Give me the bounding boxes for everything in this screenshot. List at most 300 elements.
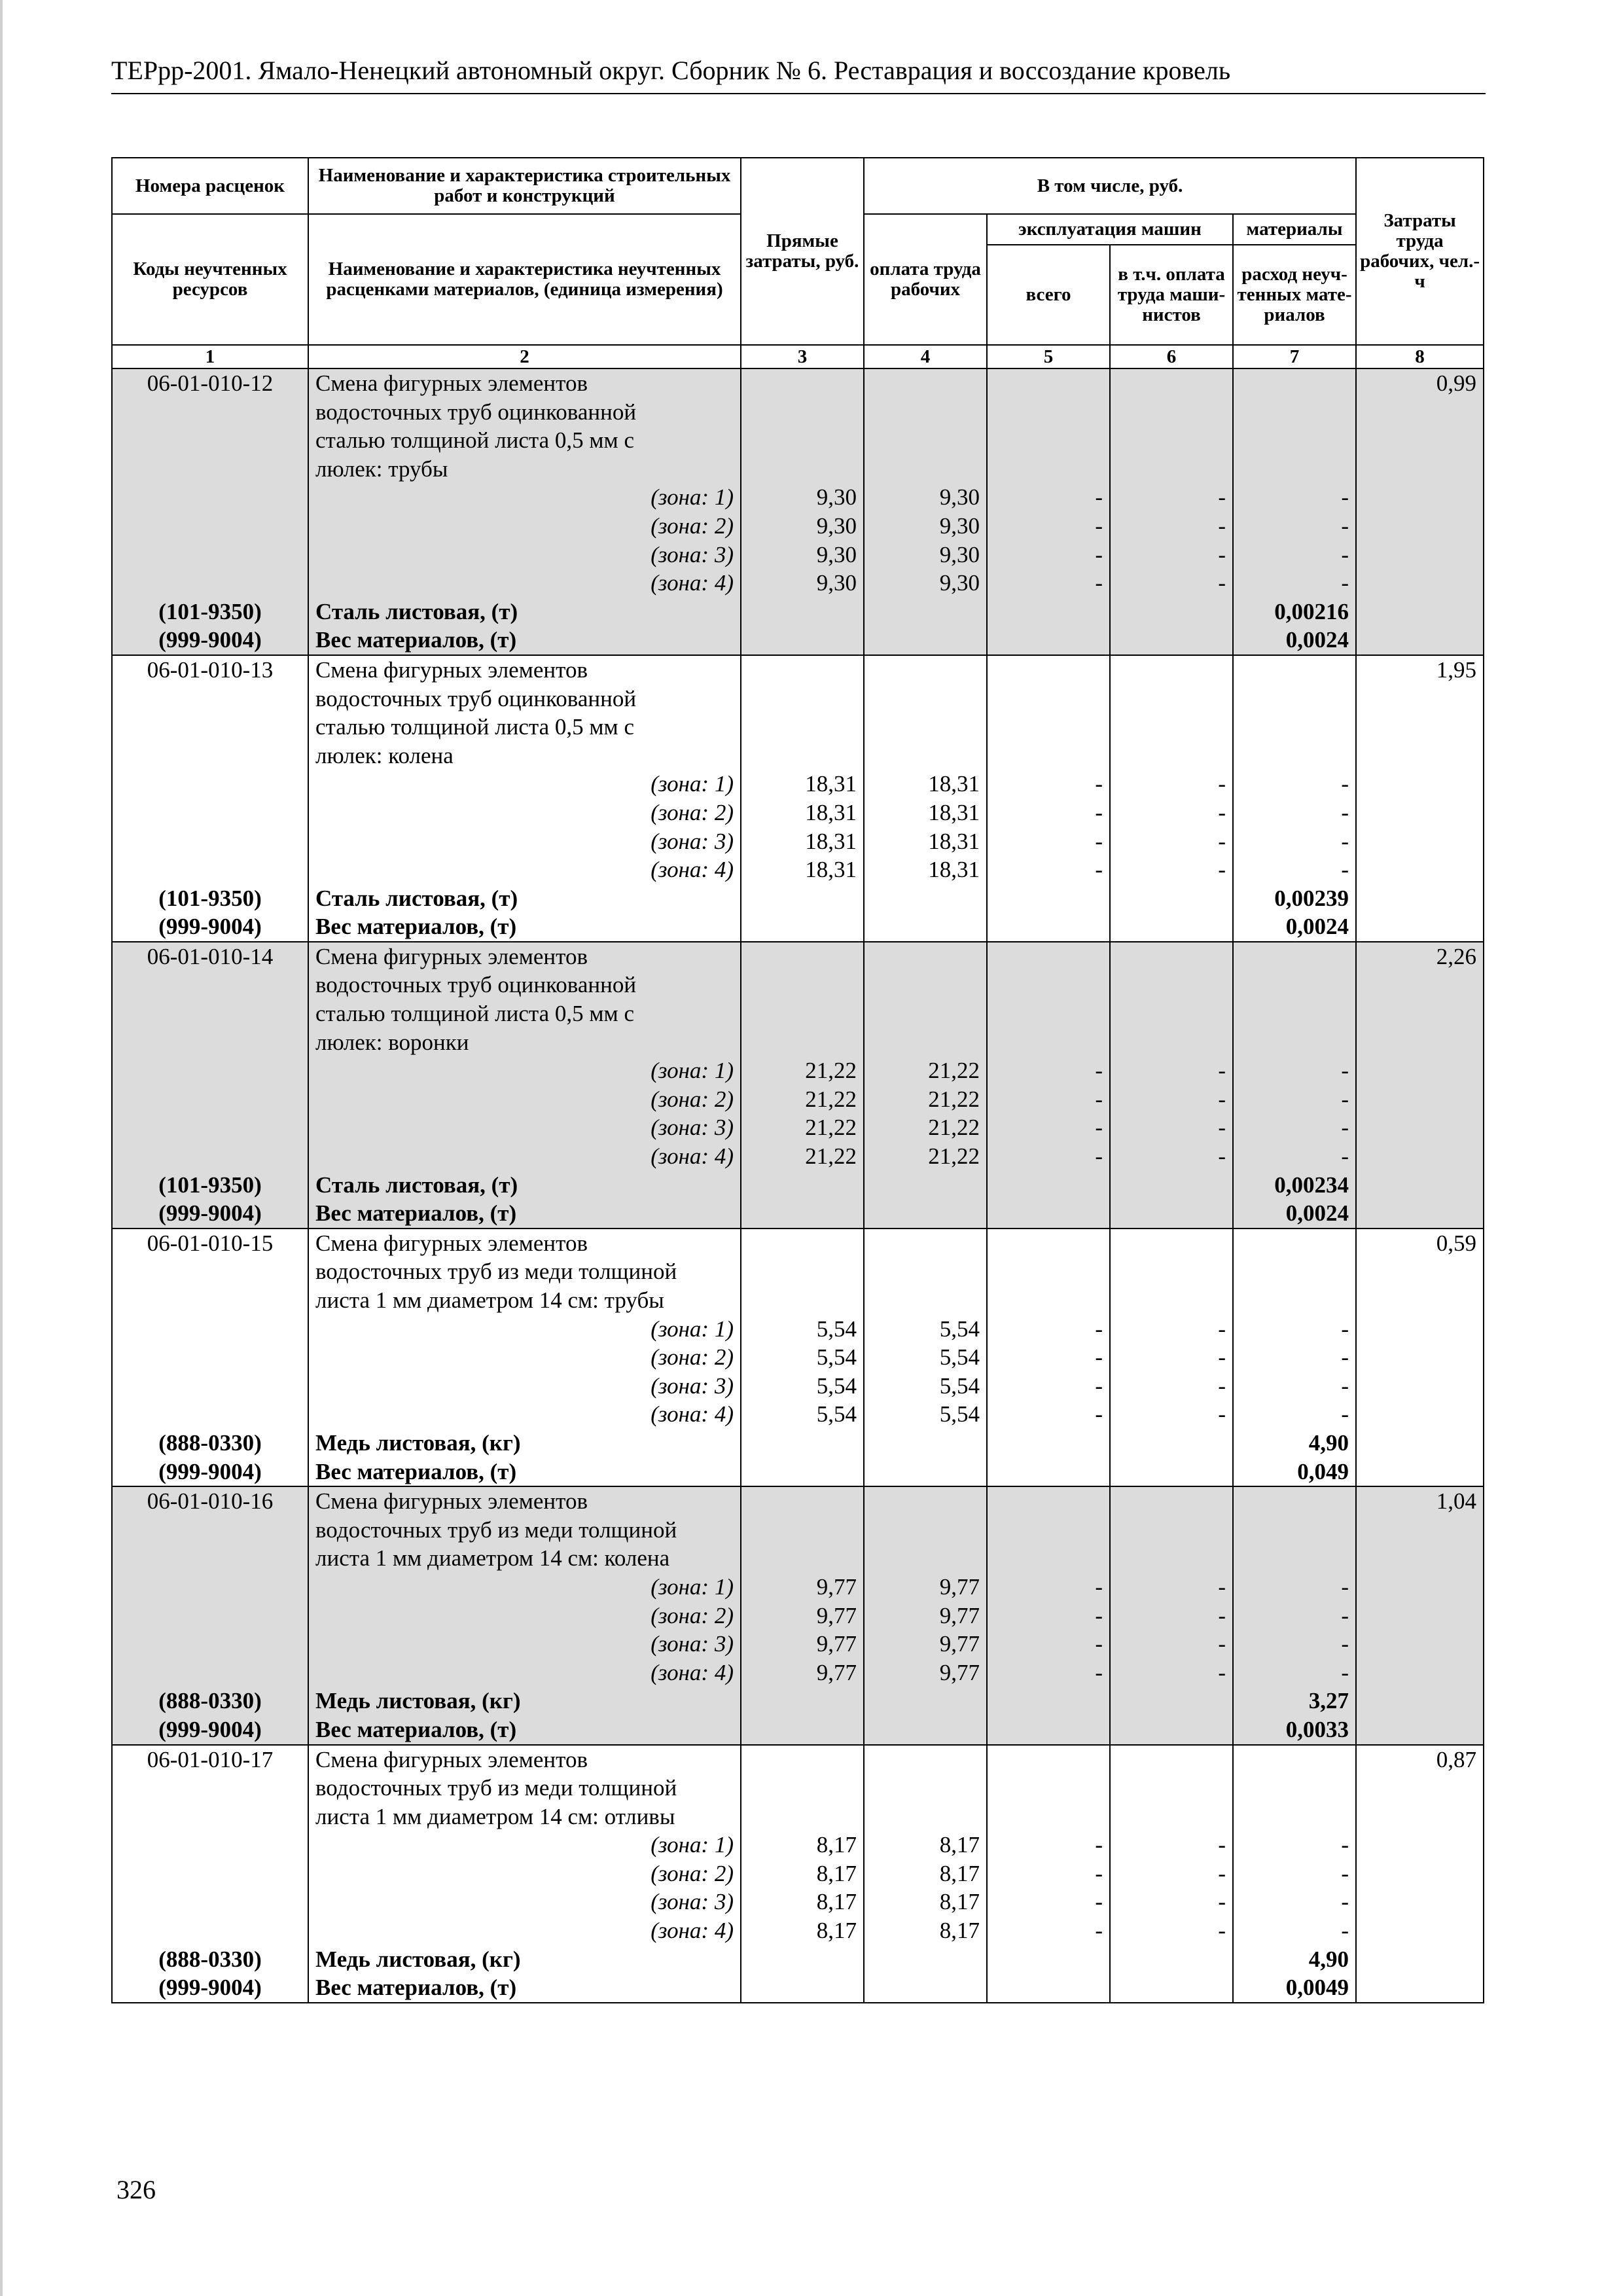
resource-code: (888-0330) bbox=[158, 1946, 262, 1972]
spacer bbox=[119, 1602, 301, 1630]
spacer bbox=[1240, 656, 1349, 685]
column-number: 3 bbox=[741, 345, 864, 368]
spacer bbox=[871, 1458, 980, 1486]
worker-wage-value: 21,22 bbox=[928, 1086, 980, 1112]
worker-wage-cell bbox=[864, 655, 987, 942]
spacer bbox=[994, 1229, 1103, 1258]
spacer bbox=[871, 942, 980, 971]
material-cost-cell bbox=[1233, 655, 1356, 942]
spacer bbox=[994, 884, 1103, 913]
rate-code: 06-01-010-17 bbox=[147, 1746, 274, 1772]
spacer bbox=[994, 656, 1103, 685]
spacer bbox=[748, 971, 857, 999]
spacer bbox=[1117, 1803, 1226, 1831]
spacer bbox=[1240, 369, 1349, 398]
material-cost-cell bbox=[1233, 1486, 1356, 1744]
material-cost-value: - bbox=[1341, 799, 1349, 825]
machinist-wage-cell bbox=[1110, 1745, 1233, 2003]
resource-code: (999-9004) bbox=[158, 1716, 262, 1742]
spacer bbox=[1117, 598, 1226, 626]
machine-cost-value: - bbox=[1095, 1143, 1103, 1170]
worker-wage-value: 9,77 bbox=[939, 1602, 980, 1628]
zone-label: (зона: 4) bbox=[651, 1401, 734, 1427]
material-cost-value: - bbox=[1341, 1401, 1349, 1427]
column-number: 8 bbox=[1356, 345, 1484, 368]
machine-cost-cell bbox=[987, 1745, 1110, 2003]
worker-wage-value: 5,54 bbox=[939, 1316, 980, 1342]
worker-wage-value: 8,17 bbox=[939, 1860, 980, 1886]
spacer bbox=[994, 1945, 1103, 1974]
description-line: сталью толщиной листа 0,5 мм с bbox=[315, 714, 634, 740]
spacer bbox=[1117, 1028, 1226, 1057]
spacer bbox=[871, 1746, 980, 1774]
spacer bbox=[1117, 1199, 1226, 1228]
machinist-wage-value: - bbox=[1218, 1401, 1226, 1427]
zone-label: (зона: 3) bbox=[651, 1631, 734, 1657]
spacer bbox=[119, 1343, 301, 1372]
machinist-wage-value: - bbox=[1218, 857, 1226, 883]
spacer bbox=[119, 1544, 301, 1573]
spacer bbox=[994, 742, 1103, 770]
spacer bbox=[119, 1859, 301, 1888]
spacer bbox=[994, 1286, 1103, 1315]
zone-label: (зона: 1) bbox=[651, 1058, 734, 1084]
spacer bbox=[119, 1113, 301, 1142]
description-line: сталью толщиной листа 0,5 мм с bbox=[315, 427, 634, 454]
spacer bbox=[871, 1774, 980, 1803]
spacer bbox=[871, 455, 980, 484]
machinist-wage-value: - bbox=[1218, 1573, 1226, 1600]
material-cost-value: - bbox=[1341, 1372, 1349, 1399]
spacer bbox=[871, 1973, 980, 2002]
column-numbers-row bbox=[112, 345, 1484, 368]
spacer bbox=[871, 1945, 980, 1974]
spacer bbox=[748, 1429, 857, 1458]
resource-code: (999-9004) bbox=[158, 1975, 262, 2001]
machinist-wage-value: - bbox=[1218, 1344, 1226, 1371]
machine-cost-value: - bbox=[1095, 1631, 1103, 1657]
direct-cost-value: 9,77 bbox=[816, 1631, 857, 1657]
zone-label: (зона: 1) bbox=[651, 484, 734, 511]
col2-header-bottom: Наименование и характеристика неучтенных расценками материалов, (единица измерения) bbox=[308, 214, 741, 345]
spacer bbox=[871, 1687, 980, 1715]
spacer bbox=[994, 1199, 1103, 1228]
spacer bbox=[1240, 685, 1349, 713]
spacer bbox=[1240, 1803, 1349, 1831]
zone-label: (зона: 2) bbox=[651, 512, 734, 539]
spacer bbox=[994, 1774, 1103, 1803]
spacer bbox=[994, 626, 1103, 655]
material-consumption: 0,0024 bbox=[1285, 914, 1349, 940]
worker-wage-value: 8,17 bbox=[939, 1918, 980, 1944]
resource-code: (101-9350) bbox=[158, 598, 262, 624]
machine-cost-value: - bbox=[1095, 1602, 1103, 1628]
material-cost-value: - bbox=[1341, 857, 1349, 883]
spacer bbox=[1240, 1516, 1349, 1545]
description-line: водосточных труб оцинкованной bbox=[315, 972, 637, 998]
worker-wage-value: 9,30 bbox=[939, 512, 980, 539]
machinist-wage-cell bbox=[1110, 655, 1233, 942]
machine-cost-value: - bbox=[1095, 541, 1103, 567]
material-cost-value: - bbox=[1341, 1832, 1349, 1858]
spacer bbox=[119, 1630, 301, 1659]
spacer bbox=[871, 598, 980, 626]
material-name: Вес материалов, (т) bbox=[315, 1458, 517, 1484]
machine-cost-value: - bbox=[1095, 1115, 1103, 1141]
description-line: Смена фигурных элементов bbox=[315, 1746, 588, 1772]
material-name: Медь листовая, (кг) bbox=[315, 1688, 521, 1714]
spacer bbox=[748, 598, 857, 626]
zone-label: (зона: 3) bbox=[651, 828, 734, 854]
zone-label: (зона: 3) bbox=[651, 541, 734, 567]
rate-description-cell bbox=[308, 1229, 741, 1486]
zone-label: (зона: 2) bbox=[651, 1602, 734, 1628]
rate-row bbox=[112, 1229, 1484, 1486]
material-cost-value: - bbox=[1341, 1058, 1349, 1084]
description-line: Смена фигурных элементов bbox=[315, 656, 588, 683]
material-cost-value: - bbox=[1341, 484, 1349, 511]
worker-wage-value: 8,17 bbox=[939, 1832, 980, 1858]
column-number: 4 bbox=[864, 345, 987, 368]
machinist-wage-value: - bbox=[1218, 570, 1226, 596]
spacer bbox=[748, 742, 857, 770]
spacer bbox=[119, 1803, 301, 1831]
spacer bbox=[1240, 1774, 1349, 1803]
column-number: 2 bbox=[308, 345, 741, 368]
spacer bbox=[994, 1746, 1103, 1774]
rate-code: 06-01-010-15 bbox=[147, 1230, 274, 1256]
worker-wage-value: 18,31 bbox=[928, 771, 980, 797]
spacer bbox=[1117, 942, 1226, 971]
direct-cost-value: 5,54 bbox=[816, 1316, 857, 1342]
direct-cost-value: 9,77 bbox=[816, 1659, 857, 1685]
group-including-header: В том числе, руб. bbox=[864, 158, 1356, 214]
rate-code-cell bbox=[112, 1486, 308, 1744]
spacer bbox=[119, 1286, 301, 1315]
description-line: Смена фигурных элементов bbox=[315, 1230, 588, 1256]
labor-cell bbox=[1356, 942, 1484, 1229]
spacer bbox=[119, 1372, 301, 1401]
machine-cost-value: - bbox=[1095, 1344, 1103, 1371]
zone-label: (зона: 1) bbox=[651, 1573, 734, 1600]
direct-cost-cell bbox=[741, 368, 864, 655]
machine-cost-value: - bbox=[1095, 570, 1103, 596]
labor-cell bbox=[1356, 1486, 1484, 1744]
worker-wage-value: 9,77 bbox=[939, 1631, 980, 1657]
spacer bbox=[119, 1916, 301, 1945]
worker-wage-value: 18,31 bbox=[928, 799, 980, 825]
spacer bbox=[119, 1257, 301, 1286]
spacer bbox=[119, 1831, 301, 1859]
spacer bbox=[1117, 912, 1226, 941]
spacer bbox=[871, 1199, 980, 1228]
material-cost-value: - bbox=[1341, 570, 1349, 596]
machine-cost-value: - bbox=[1095, 1058, 1103, 1084]
spacer bbox=[119, 1888, 301, 1916]
spacer bbox=[119, 541, 301, 569]
spacer bbox=[119, 1056, 301, 1085]
zone-label: (зона: 1) bbox=[651, 1316, 734, 1342]
spacer bbox=[871, 656, 980, 685]
spacer bbox=[119, 971, 301, 999]
worker-wage-value: 8,17 bbox=[939, 1889, 980, 1915]
spacer bbox=[1240, 1257, 1349, 1286]
material-cost-value: - bbox=[1341, 1115, 1349, 1141]
spacer bbox=[119, 999, 301, 1028]
spacer bbox=[748, 1803, 857, 1831]
direct-cost-value: 5,54 bbox=[816, 1344, 857, 1371]
spacer bbox=[994, 1803, 1103, 1831]
labor-cell bbox=[1356, 1229, 1484, 1486]
material-cost-value: - bbox=[1341, 1602, 1349, 1628]
machine-cost-cell bbox=[987, 655, 1110, 942]
worker-wage-cell bbox=[864, 1486, 987, 1744]
machinist-wage-value: - bbox=[1218, 771, 1226, 797]
machine-cost-value: - bbox=[1095, 1086, 1103, 1112]
zone-label: (зона: 2) bbox=[651, 1344, 734, 1371]
material-name: Вес материалов, (т) bbox=[315, 1975, 517, 2001]
description-line: водосточных труб из меди толщиной bbox=[315, 1516, 677, 1543]
worker-wage-value: 21,22 bbox=[928, 1058, 980, 1084]
spacer bbox=[119, 827, 301, 856]
machine-cost-cell bbox=[987, 1229, 1110, 1486]
material-consumption: 4,90 bbox=[1308, 1429, 1349, 1456]
spacer bbox=[1117, 999, 1226, 1028]
machine-cost-value: - bbox=[1095, 857, 1103, 883]
zone-label: (зона: 4) bbox=[651, 857, 734, 883]
spacer bbox=[871, 1516, 980, 1545]
direct-cost-value: 9,30 bbox=[816, 541, 857, 567]
rate-code-cell bbox=[112, 655, 308, 942]
machinist-wage-value: - bbox=[1218, 1143, 1226, 1170]
spacer bbox=[748, 398, 857, 427]
machinist-wage-value: - bbox=[1218, 1316, 1226, 1342]
labor-value: 1,95 bbox=[1436, 656, 1477, 683]
spacer bbox=[871, 685, 980, 713]
spacer bbox=[1240, 1028, 1349, 1057]
direct-cost-value: 5,54 bbox=[816, 1401, 857, 1427]
spacer bbox=[871, 1257, 980, 1286]
spacer bbox=[1117, 884, 1226, 913]
column-number: 6 bbox=[1110, 345, 1233, 368]
rate-code-cell bbox=[112, 942, 308, 1229]
machinist-wage-value: - bbox=[1218, 484, 1226, 511]
spacer bbox=[748, 1945, 857, 1974]
spacer bbox=[871, 626, 980, 655]
machine-cost-value: - bbox=[1095, 1832, 1103, 1858]
zone-label: (зона: 1) bbox=[651, 771, 734, 797]
spacer bbox=[871, 884, 980, 913]
spacer bbox=[748, 656, 857, 685]
spacer bbox=[1240, 1544, 1349, 1573]
labor-value: 0,87 bbox=[1436, 1746, 1477, 1772]
direct-cost-value: 8,17 bbox=[816, 1832, 857, 1858]
col1-header-top: Номера расценок bbox=[112, 158, 308, 214]
rate-row bbox=[112, 1745, 1484, 2003]
spacer bbox=[119, 742, 301, 770]
labor-value: 0,59 bbox=[1436, 1230, 1477, 1256]
description-line: листа 1 мм диаметром 14 см: трубы bbox=[315, 1287, 664, 1313]
page-number: 326 bbox=[116, 2175, 156, 2204]
spacer bbox=[1117, 1171, 1226, 1200]
spacer bbox=[871, 369, 980, 398]
machinist-wage-value: - bbox=[1218, 1918, 1226, 1944]
spacer bbox=[1117, 1715, 1226, 1744]
worker-wage-cell bbox=[864, 1229, 987, 1486]
machine-cost-value: - bbox=[1095, 1889, 1103, 1915]
spacer bbox=[119, 1516, 301, 1545]
spacer bbox=[748, 884, 857, 913]
material-consumption: 0,0024 bbox=[1285, 627, 1349, 653]
spacer bbox=[1117, 1945, 1226, 1974]
zone-label: (зона: 4) bbox=[651, 1143, 734, 1170]
spacer bbox=[871, 971, 980, 999]
machine-cost-value: - bbox=[1095, 1918, 1103, 1944]
spacer bbox=[1240, 713, 1349, 742]
spacer bbox=[1117, 1286, 1226, 1315]
spacer bbox=[994, 971, 1103, 999]
material-consumption: 0,0049 bbox=[1285, 1975, 1349, 2001]
direct-cost-value: 18,31 bbox=[805, 799, 857, 825]
rate-row bbox=[112, 942, 1484, 1229]
spacer bbox=[1240, 1487, 1349, 1516]
material-name: Вес материалов, (т) bbox=[315, 914, 517, 940]
resource-code: (101-9350) bbox=[158, 885, 262, 911]
spacer bbox=[1117, 713, 1226, 742]
spacer bbox=[119, 798, 301, 827]
resource-code: (888-0330) bbox=[158, 1429, 262, 1456]
col8-header: Затраты труда рабочих, чел.-ч bbox=[1356, 158, 1484, 345]
zone-label: (зона: 3) bbox=[651, 1889, 734, 1915]
spacer bbox=[748, 912, 857, 941]
rate-row bbox=[112, 655, 1484, 942]
machinist-wage-value: - bbox=[1218, 1889, 1226, 1915]
direct-cost-value: 21,22 bbox=[805, 1115, 857, 1141]
spacer bbox=[994, 1458, 1103, 1486]
spacer bbox=[1117, 1516, 1226, 1545]
machinist-wage-value: - bbox=[1218, 1602, 1226, 1628]
spacer bbox=[119, 512, 301, 541]
spacer bbox=[994, 598, 1103, 626]
col2-header-top: Наименование и характеристика строительных работ и конструкций bbox=[308, 158, 741, 214]
spacer bbox=[119, 855, 301, 884]
machine-cost-value: - bbox=[1095, 799, 1103, 825]
worker-wage-value: 5,54 bbox=[939, 1401, 980, 1427]
labor-cell bbox=[1356, 655, 1484, 942]
spacer bbox=[748, 455, 857, 484]
spacer bbox=[119, 1142, 301, 1171]
col1-header-bottom: Коды неучтенных ресурсов bbox=[112, 214, 308, 345]
direct-cost-value: 21,22 bbox=[805, 1086, 857, 1112]
spacer bbox=[1117, 426, 1226, 455]
spacer bbox=[1117, 1746, 1226, 1774]
machine-cost-value: - bbox=[1095, 771, 1103, 797]
direct-cost-cell bbox=[741, 942, 864, 1229]
zone-label: (зона: 2) bbox=[651, 1860, 734, 1886]
rates-body bbox=[112, 368, 1484, 2003]
spacer bbox=[994, 1973, 1103, 2002]
material-consumption: 0,00216 bbox=[1274, 598, 1349, 624]
material-consumption: 4,90 bbox=[1308, 1946, 1349, 1972]
rate-code: 06-01-010-12 bbox=[147, 370, 274, 396]
col7-header: расход неуч-тенных мате-риалов bbox=[1233, 245, 1356, 345]
material-cost-value: - bbox=[1341, 541, 1349, 567]
spacer bbox=[1240, 398, 1349, 427]
spacer bbox=[1117, 1544, 1226, 1573]
direct-cost-value: 8,17 bbox=[816, 1860, 857, 1886]
group-machines-header: эксплуатация машин bbox=[987, 214, 1233, 245]
spacer bbox=[994, 398, 1103, 427]
spacer bbox=[1240, 1229, 1349, 1258]
worker-wage-value: 9,30 bbox=[939, 484, 980, 511]
machinist-wage-value: - bbox=[1218, 1631, 1226, 1657]
spacer bbox=[871, 1803, 980, 1831]
material-consumption: 3,27 bbox=[1308, 1688, 1349, 1714]
direct-cost-value: 18,31 bbox=[805, 828, 857, 854]
spacer bbox=[119, 1573, 301, 1602]
material-name: Сталь листовая, (т) bbox=[315, 885, 518, 911]
spacer bbox=[994, 426, 1103, 455]
machinist-wage-cell bbox=[1110, 368, 1233, 655]
spacer bbox=[119, 455, 301, 484]
material-cost-value: - bbox=[1341, 828, 1349, 854]
spacer bbox=[119, 569, 301, 598]
resource-code: (888-0330) bbox=[158, 1688, 262, 1714]
material-name: Вес материалов, (т) bbox=[315, 627, 517, 653]
material-cost-value: - bbox=[1341, 1631, 1349, 1657]
spacer bbox=[994, 1487, 1103, 1516]
spacer bbox=[119, 1400, 301, 1429]
machine-cost-value: - bbox=[1095, 1401, 1103, 1427]
spacer bbox=[748, 426, 857, 455]
spacer bbox=[748, 1458, 857, 1486]
material-cost-value: - bbox=[1341, 1918, 1349, 1944]
spacer bbox=[119, 713, 301, 742]
spacer bbox=[748, 999, 857, 1028]
rate-code: 06-01-010-14 bbox=[147, 943, 274, 969]
machinist-wage-cell bbox=[1110, 1486, 1233, 1744]
worker-wage-value: 21,22 bbox=[928, 1115, 980, 1141]
machine-cost-cell bbox=[987, 368, 1110, 655]
direct-cost-value: 21,22 bbox=[805, 1058, 857, 1084]
spacer bbox=[1240, 455, 1349, 484]
direct-cost-value: 18,31 bbox=[805, 857, 857, 883]
spacer bbox=[1240, 1746, 1349, 1774]
spacer bbox=[994, 1715, 1103, 1744]
direct-cost-value: 8,17 bbox=[816, 1889, 857, 1915]
spacer bbox=[748, 1286, 857, 1315]
spacer bbox=[748, 1687, 857, 1715]
resource-code: (999-9004) bbox=[158, 1458, 262, 1484]
zone-label: (зона: 3) bbox=[651, 1372, 734, 1399]
rate-code: 06-01-010-16 bbox=[147, 1488, 274, 1515]
spacer bbox=[119, 770, 301, 798]
rate-description-cell bbox=[308, 368, 741, 655]
machinist-wage-cell bbox=[1110, 942, 1233, 1229]
direct-cost-value: 9,77 bbox=[816, 1602, 857, 1628]
machinist-wage-value: - bbox=[1218, 1086, 1226, 1112]
machinist-wage-value: - bbox=[1218, 1659, 1226, 1685]
worker-wage-value: 9,30 bbox=[939, 541, 980, 567]
spacer bbox=[1117, 1774, 1226, 1803]
spacer bbox=[994, 999, 1103, 1028]
worker-wage-value: 9,30 bbox=[939, 570, 980, 596]
direct-cost-cell bbox=[741, 1229, 864, 1486]
worker-wage-value: 9,77 bbox=[939, 1573, 980, 1600]
spacer bbox=[1117, 971, 1226, 999]
description-line: люлек: колена bbox=[315, 742, 454, 768]
rate-code: 06-01-010-13 bbox=[147, 656, 274, 683]
